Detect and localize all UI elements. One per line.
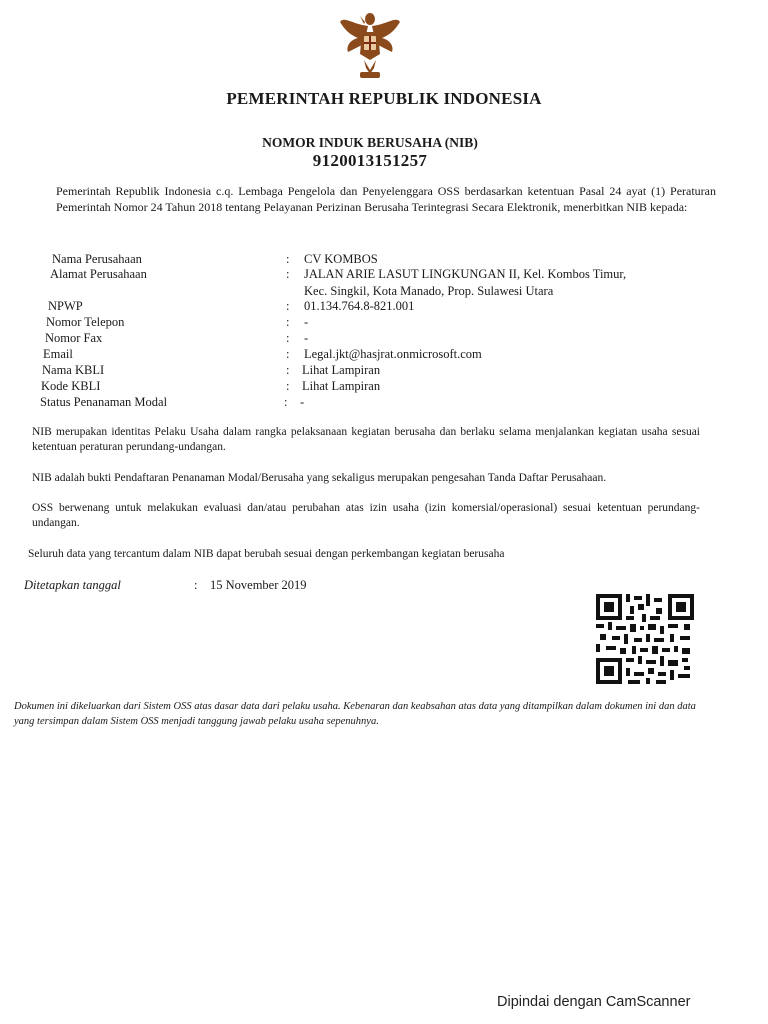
paragraph-oss-berwenang: OSS berwenang untuk melakukan evaluasi dan/atau perubahan atas izin usaha (izin komersial/operasional) sesuai ketentuan perundang-undangan. <box>32 502 700 529</box>
intro-paragraph: Pemerintah Republik Indonesia c.q. Lembaga Pengelola dan Penyelenggara OSS berdasarkan ketentuan Pasal 24 ayat (1) Peraturan Pemerintah Nomor 24 Tahun 2018 tentang Pelayanan Perizinan Berusaha Terintegrasi Secara Elektronik, menerbitkan NIB kepada: <box>56 184 716 214</box>
page-title: PEMERINTAH REPUBLIK INDONESIA <box>226 89 542 108</box>
field-value: Legal.jkt@hasjrat.onmicrosoft.com <box>304 347 482 361</box>
field-colon: : <box>286 331 290 345</box>
field-npwp <box>0 298 768 314</box>
field-value: Lihat Lampiran <box>302 379 381 393</box>
field-label: Alamat Perusahaan <box>50 267 147 281</box>
field-colon: : <box>286 267 290 281</box>
footer-disclaimer: Dokumen ini dikeluarkan dari Sistem OSS atas dasar data dari pelaku usaha. Kebenaran dan keabsahan atas data yang ditampilkan dalam dokumen ini dan data yang tersimpan dalam Sistem OSS menjadi tanggung jawab pelaku usaha sepenuhnya. <box>14 701 696 727</box>
field-value: - <box>304 315 309 329</box>
paragraph-seluruh-data: Seluruh data yang tercantum dalam NIB dapat berubah sesuai dengan perkembangan kegiatan berusaha <box>28 548 505 560</box>
field-colon: : <box>286 379 290 393</box>
nib-heading: NOMOR INDUK BERUSAHA (NIB) <box>262 135 478 150</box>
field-nama-kbli <box>0 362 768 378</box>
field-colon: : <box>286 363 290 377</box>
field-value: 01.134.764.8-821.001 <box>304 299 415 313</box>
field-value-line2: Kec. Singkil, Kota Manado, Prop. Sulawesi Utara <box>304 284 554 298</box>
qr-code-icon <box>596 594 694 684</box>
field-nama-perusahaan <box>0 251 768 267</box>
field-nomor-fax <box>0 330 768 346</box>
field-email <box>0 346 768 362</box>
field-value: - <box>304 331 309 345</box>
field-colon: : <box>284 395 288 409</box>
field-label: Status Penanaman Modal <box>40 395 168 409</box>
field-label: Kode KBLI <box>41 379 101 393</box>
field-label: Nama Perusahaan <box>52 252 142 266</box>
field-colon: : <box>286 299 290 313</box>
field-colon: : <box>286 315 290 329</box>
nib-number: 9120013151257 <box>312 151 428 170</box>
ditetapkan-date: 15 November 2019 <box>210 578 307 592</box>
field-label: Nomor Telepon <box>46 315 125 329</box>
paragraph-nib-bukti: NIB adalah bukti Pendaftaran Penanaman Modal/Berusaha yang sekaligus merupakan pengesahan Tanda Daftar Perusahaan. <box>32 472 607 484</box>
field-value: CV KOMBOS <box>304 252 378 266</box>
field-label: NPWP <box>48 299 83 313</box>
ditetapkan-label: Ditetapkan tanggal <box>24 578 121 592</box>
field-kode-kbli <box>0 378 768 394</box>
field-value: - <box>300 395 305 409</box>
field-value: Lihat Lampiran <box>302 363 381 377</box>
field-status-penanaman-modal <box>0 394 768 410</box>
field-value: JALAN ARIE LASUT LINGKUNGAN II, Kel. Kombos Timur, <box>304 267 627 281</box>
field-label: Nomor Fax <box>45 331 103 345</box>
field-label: Email <box>43 347 73 361</box>
field-alamat-perusahaan <box>0 266 768 298</box>
ditetapkan-colon: : <box>194 578 198 592</box>
field-nomor-telepon <box>0 314 768 330</box>
paragraph-nib-identitas: NIB merupakan identitas Pelaku Usaha dalam rangka pelaksanaan kegiatan berusaha dan berlaku selama menjalankan kegiatan usaha sesuai ketentuan peraturan perundang-undangan. <box>32 426 700 453</box>
garuda-emblem-icon <box>338 10 402 82</box>
field-colon: : <box>286 252 290 266</box>
field-colon: : <box>286 347 290 361</box>
field-label: Nama KBLI <box>42 363 105 377</box>
camscanner-watermark: Dipindai dengan CamScanner <box>497 994 691 1010</box>
